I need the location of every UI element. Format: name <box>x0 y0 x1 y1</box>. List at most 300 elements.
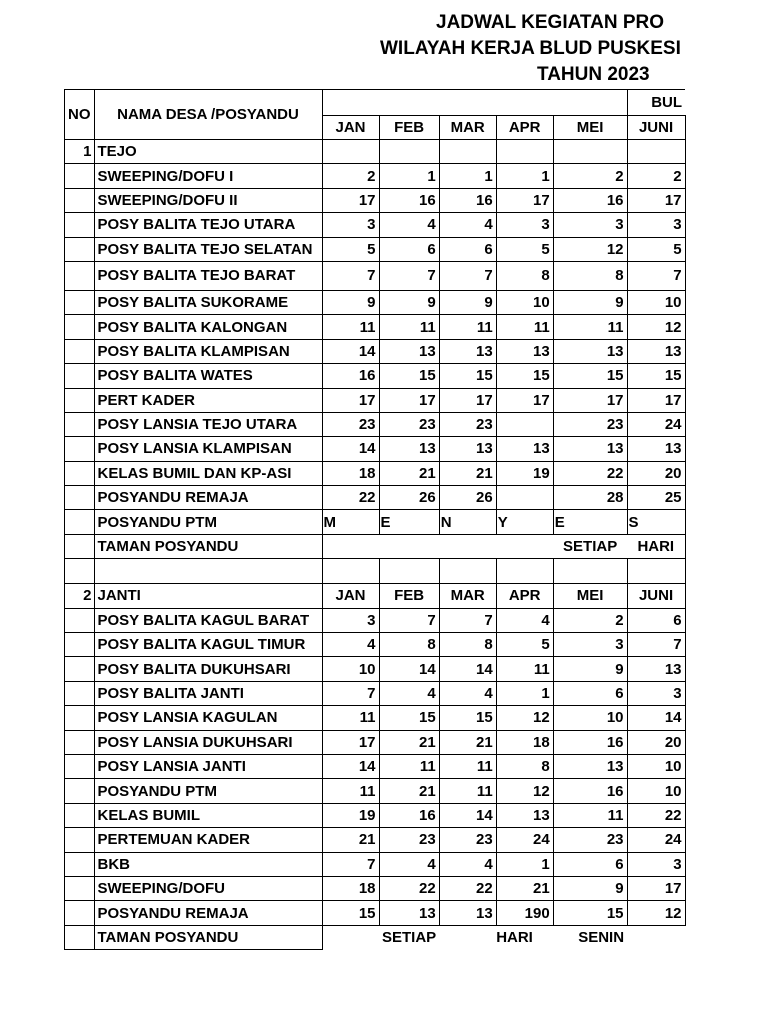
schedule-value: 15 <box>496 364 553 388</box>
no-cell <box>65 754 95 778</box>
schedule-value: 1 <box>439 164 496 188</box>
table-row <box>65 730 686 754</box>
month-header: FEB <box>379 584 439 608</box>
empty-cell <box>322 925 379 949</box>
table-row <box>65 486 686 510</box>
schedule-value: 14 <box>439 657 496 681</box>
schedule-value: 7 <box>627 261 685 290</box>
no-cell <box>65 510 95 534</box>
schedule-value: 7 <box>439 261 496 290</box>
schedule-value: 9 <box>322 290 379 314</box>
no-cell <box>65 779 95 803</box>
schedule-value: 14 <box>379 657 439 681</box>
schedule-value: 6 <box>379 237 439 261</box>
schedule-value: 1 <box>496 681 553 705</box>
schedule-value: 21 <box>379 730 439 754</box>
table-row <box>65 852 686 876</box>
schedule-value: 20 <box>627 461 685 485</box>
table-row <box>65 188 686 212</box>
empty-cell <box>379 140 439 164</box>
posyandu-name: POSY LANSIA KAGULAN <box>94 706 322 730</box>
posyandu-name: POSY BALITA TEJO SELATAN <box>94 237 322 261</box>
no-cell <box>65 608 95 632</box>
empty-cell <box>439 140 496 164</box>
schedule-value: 13 <box>379 437 439 461</box>
schedule-value: 22 <box>379 876 439 900</box>
section-number: 1 <box>65 140 95 164</box>
schedule-value: 16 <box>553 779 627 803</box>
posyandu-name: PERTEMUAN KADER <box>94 828 322 852</box>
schedule-value: 17 <box>322 188 379 212</box>
schedule-value: 8 <box>496 754 553 778</box>
header-month: MEI <box>553 116 627 140</box>
schedule-value: 18 <box>322 876 379 900</box>
schedule-value: 17 <box>439 388 496 412</box>
no-cell <box>65 681 95 705</box>
no-cell <box>65 412 95 436</box>
schedule-value: 10 <box>627 779 685 803</box>
schedule-value: 8 <box>439 633 496 657</box>
schedule-value <box>496 486 553 510</box>
schedule-value: 9 <box>553 657 627 681</box>
schedule-value: 15 <box>439 706 496 730</box>
schedule-value: 11 <box>553 803 627 827</box>
schedule-value: 13 <box>379 339 439 363</box>
posyandu-name: SWEEPING/DOFU II <box>94 188 322 212</box>
schedule-value: 21 <box>496 876 553 900</box>
posyandu-name: TAMAN POSYANDU <box>94 925 322 949</box>
posyandu-name: PERT KADER <box>94 388 322 412</box>
schedule-value: 11 <box>496 315 553 339</box>
posyandu-name: POSY BALITA JANTI <box>94 681 322 705</box>
schedule-value: 4 <box>379 213 439 237</box>
schedule-value: 17 <box>553 388 627 412</box>
note-text: SENIN <box>553 925 627 949</box>
posyandu-name: TAMAN POSYANDU <box>94 534 322 558</box>
empty-cell <box>496 559 553 584</box>
empty-cell <box>379 534 439 558</box>
schedule-value: 13 <box>439 437 496 461</box>
schedule-value: 23 <box>439 828 496 852</box>
schedule-value: 7 <box>322 681 379 705</box>
schedule-value: 7 <box>379 261 439 290</box>
posyandu-name: POSY BALITA TEJO UTARA <box>94 213 322 237</box>
schedule-value: 15 <box>439 364 496 388</box>
posyandu-name: POSY BALITA WATES <box>94 364 322 388</box>
schedule-value: 6 <box>553 852 627 876</box>
schedule-value: 7 <box>322 852 379 876</box>
schedule-value: 24 <box>496 828 553 852</box>
schedule-value: 2 <box>553 608 627 632</box>
schedule-value: 16 <box>322 364 379 388</box>
schedule-value: 15 <box>627 364 685 388</box>
no-cell <box>65 730 95 754</box>
table-row <box>65 681 686 705</box>
schedule-value: 10 <box>553 706 627 730</box>
schedule-value: 22 <box>322 486 379 510</box>
header-no: NO <box>65 90 95 140</box>
note-text: HARI <box>627 534 685 558</box>
schedule-value: 13 <box>496 437 553 461</box>
empty-cell <box>496 140 553 164</box>
schedule-value: 13 <box>553 339 627 363</box>
no-cell <box>65 213 95 237</box>
empty-cell <box>439 534 496 558</box>
posyandu-name: KELAS BUMIL <box>94 803 322 827</box>
table-row <box>65 510 686 534</box>
schedule-value: 28 <box>553 486 627 510</box>
empty-cell <box>322 559 379 584</box>
schedule-value: 5 <box>322 237 379 261</box>
header-month: APR <box>496 116 553 140</box>
posyandu-name: POSY LANSIA JANTI <box>94 754 322 778</box>
schedule-value: 14 <box>627 706 685 730</box>
schedule-value: 3 <box>627 852 685 876</box>
schedule-value: 18 <box>496 730 553 754</box>
table-row <box>65 901 686 925</box>
no-cell <box>65 633 95 657</box>
schedule-value: 13 <box>496 803 553 827</box>
schedule-value: 17 <box>627 188 685 212</box>
header-bulan: BUL <box>627 90 685 116</box>
schedule-value: 17 <box>322 730 379 754</box>
section-header-row <box>65 140 686 164</box>
schedule-value: 14 <box>322 437 379 461</box>
schedule-letter: N <box>439 510 496 534</box>
month-header: APR <box>496 584 553 608</box>
schedule-value: 15 <box>553 364 627 388</box>
posyandu-name: POSY BALITA TEJO BARAT <box>94 261 322 290</box>
note-text: SETIAP <box>379 925 439 949</box>
note-text: SETIAP <box>553 534 627 558</box>
schedule-value: 12 <box>627 315 685 339</box>
schedule-value: 3 <box>496 213 553 237</box>
schedule-value: 17 <box>379 388 439 412</box>
schedule-value: 20 <box>627 730 685 754</box>
schedule-value: 12 <box>496 706 553 730</box>
table-row <box>65 754 686 778</box>
month-header: JAN <box>322 584 379 608</box>
posyandu-name: POSY LANSIA DUKUHSARI <box>94 730 322 754</box>
schedule-value: 13 <box>627 339 685 363</box>
schedule-value: 7 <box>439 608 496 632</box>
schedule-value: 16 <box>553 188 627 212</box>
schedule-value: 24 <box>627 828 685 852</box>
no-cell <box>65 461 95 485</box>
title-line-3: TAHUN 2023 <box>537 64 650 85</box>
schedule-value: 19 <box>322 803 379 827</box>
schedule-value: 10 <box>627 290 685 314</box>
schedule-value: 26 <box>439 486 496 510</box>
posyandu-name: POSY BALITA SUKORAME <box>94 290 322 314</box>
posyandu-name: SWEEPING/DOFU I <box>94 164 322 188</box>
schedule-value: 13 <box>439 339 496 363</box>
schedule-value: 10 <box>627 754 685 778</box>
schedule-value: 4 <box>439 681 496 705</box>
schedule-value: 4 <box>439 213 496 237</box>
table-row <box>65 876 686 900</box>
section-header-row <box>65 584 686 608</box>
schedule-value: 190 <box>496 901 553 925</box>
schedule-value: 3 <box>627 681 685 705</box>
schedule-value: 21 <box>379 779 439 803</box>
schedule-value: 8 <box>379 633 439 657</box>
empty-cell <box>379 559 439 584</box>
schedule-value: 16 <box>379 803 439 827</box>
schedule-value: 4 <box>496 608 553 632</box>
schedule-value: 1 <box>379 164 439 188</box>
no-cell <box>65 901 95 925</box>
schedule-value: 11 <box>439 315 496 339</box>
posyandu-name: POSY LANSIA TEJO UTARA <box>94 412 322 436</box>
empty-cell <box>322 140 379 164</box>
no-cell <box>65 925 95 949</box>
schedule-value: 23 <box>439 412 496 436</box>
posyandu-name: POSY BALITA KAGUL TIMUR <box>94 633 322 657</box>
no-cell <box>65 706 95 730</box>
schedule-value <box>496 412 553 436</box>
table-row <box>65 388 686 412</box>
schedule-value: 8 <box>496 261 553 290</box>
schedule-value: 11 <box>379 315 439 339</box>
schedule-letter: M <box>322 510 379 534</box>
schedule-value: 7 <box>379 608 439 632</box>
schedule-value: 13 <box>379 901 439 925</box>
table-row <box>65 315 686 339</box>
table-row <box>65 412 686 436</box>
schedule-value: 4 <box>379 681 439 705</box>
schedule-value: 23 <box>379 828 439 852</box>
schedule-value: 17 <box>627 388 685 412</box>
schedule-value: 14 <box>439 803 496 827</box>
table-row <box>65 237 686 261</box>
month-header: MEI <box>553 584 627 608</box>
header-name: NAMA DESA /POSYANDU <box>94 90 322 140</box>
schedule-value: 11 <box>322 779 379 803</box>
title-line-1: JADWAL KEGIATAN PRO <box>436 12 665 33</box>
schedule-value: 16 <box>553 730 627 754</box>
no-cell <box>65 188 95 212</box>
table-row <box>65 608 686 632</box>
schedule-letter: E <box>379 510 439 534</box>
table-row <box>65 261 686 290</box>
month-header: JUNI <box>627 584 685 608</box>
empty-cell <box>496 534 553 558</box>
schedule-value: 4 <box>379 852 439 876</box>
schedule-value: 11 <box>439 779 496 803</box>
empty-cell <box>94 559 322 584</box>
no-cell <box>65 828 95 852</box>
posyandu-name: POSYANDU PTM <box>94 510 322 534</box>
table-row <box>65 461 686 485</box>
schedule-value: 17 <box>496 188 553 212</box>
no-cell <box>65 315 95 339</box>
schedule-value: 21 <box>439 461 496 485</box>
table-row <box>65 213 686 237</box>
schedule-value: 3 <box>322 608 379 632</box>
empty-cell <box>627 925 685 949</box>
no-cell <box>65 290 95 314</box>
table-row <box>65 633 686 657</box>
empty-cell <box>627 140 685 164</box>
section-name: JANTI <box>94 584 322 608</box>
schedule-value: 10 <box>322 657 379 681</box>
schedule-value: 5 <box>496 633 553 657</box>
note-text: HARI <box>496 925 553 949</box>
schedule-value: 22 <box>439 876 496 900</box>
schedule-value: 15 <box>379 706 439 730</box>
schedule-value: 23 <box>322 412 379 436</box>
schedule-value: 23 <box>553 828 627 852</box>
schedule-value: 13 <box>496 339 553 363</box>
table-row <box>65 925 686 949</box>
table-row <box>65 339 686 363</box>
schedule-value: 7 <box>322 261 379 290</box>
schedule-value: 3 <box>553 213 627 237</box>
schedule-value: 22 <box>553 461 627 485</box>
empty-cell <box>439 559 496 584</box>
header-spacer <box>322 90 627 116</box>
schedule-table <box>64 89 686 950</box>
no-cell <box>65 237 95 261</box>
schedule-value: 19 <box>496 461 553 485</box>
schedule-value: 4 <box>322 633 379 657</box>
schedule-value: 15 <box>379 364 439 388</box>
schedule-value: 11 <box>379 754 439 778</box>
empty-cell <box>553 559 627 584</box>
schedule-value: 7 <box>627 633 685 657</box>
schedule-letter: E <box>553 510 627 534</box>
table-row <box>65 706 686 730</box>
schedule-value: 13 <box>553 437 627 461</box>
table-row <box>65 290 686 314</box>
schedule-value: 3 <box>322 213 379 237</box>
no-cell <box>65 876 95 900</box>
schedule-value: 1 <box>496 164 553 188</box>
header-month: JUNI <box>627 116 685 140</box>
header-row-top <box>65 90 686 116</box>
table-row <box>65 828 686 852</box>
posyandu-name: KELAS BUMIL DAN KP-ASI <box>94 461 322 485</box>
schedule-value: 9 <box>379 290 439 314</box>
no-cell <box>65 486 95 510</box>
table-row <box>65 803 686 827</box>
schedule-value: 15 <box>322 901 379 925</box>
schedule-value: 18 <box>322 461 379 485</box>
schedule-value: 9 <box>553 290 627 314</box>
schedule-value: 4 <box>439 852 496 876</box>
empty-cell <box>322 534 379 558</box>
schedule-value: 14 <box>322 754 379 778</box>
schedule-value: 3 <box>553 633 627 657</box>
schedule-value: 13 <box>627 657 685 681</box>
schedule-value: 25 <box>627 486 685 510</box>
schedule-value: 9 <box>439 290 496 314</box>
no-cell <box>65 388 95 412</box>
empty-cell <box>439 925 496 949</box>
schedule-letter: S <box>627 510 685 534</box>
posyandu-name: POSY BALITA KAGUL BARAT <box>94 608 322 632</box>
schedule-value: 23 <box>553 412 627 436</box>
schedule-value: 8 <box>553 261 627 290</box>
schedule-value: 26 <box>379 486 439 510</box>
table-row <box>65 657 686 681</box>
schedule-value: 6 <box>627 608 685 632</box>
table-row <box>65 164 686 188</box>
header-month: JAN <box>322 116 379 140</box>
table-row <box>65 779 686 803</box>
schedule-value: 16 <box>379 188 439 212</box>
header-month: FEB <box>379 116 439 140</box>
schedule-value: 16 <box>439 188 496 212</box>
empty-cell <box>553 140 627 164</box>
title-line-2: WILAYAH KERJA BLUD PUSKESI <box>380 38 681 59</box>
schedule-letter: Y <box>496 510 553 534</box>
empty-cell <box>65 559 95 584</box>
schedule-value: 15 <box>553 901 627 925</box>
posyandu-name: POSY BALITA KALONGAN <box>94 315 322 339</box>
schedule-value: 12 <box>627 901 685 925</box>
schedule-value: 13 <box>553 754 627 778</box>
no-cell <box>65 852 95 876</box>
schedule-value: 24 <box>627 412 685 436</box>
schedule-value: 5 <box>496 237 553 261</box>
posyandu-name: POSY BALITA DUKUHSARI <box>94 657 322 681</box>
table-row <box>65 437 686 461</box>
schedule-value: 21 <box>322 828 379 852</box>
schedule-value: 6 <box>553 681 627 705</box>
schedule-value: 5 <box>627 237 685 261</box>
schedule-value: 17 <box>322 388 379 412</box>
schedule-value: 11 <box>439 754 496 778</box>
no-cell <box>65 261 95 290</box>
schedule-value: 2 <box>322 164 379 188</box>
schedule-value: 13 <box>627 437 685 461</box>
table-row <box>65 534 686 558</box>
posyandu-name: POSYANDU PTM <box>94 779 322 803</box>
posyandu-name: BKB <box>94 852 322 876</box>
no-cell <box>65 339 95 363</box>
schedule-value: 14 <box>322 339 379 363</box>
schedule-value: 6 <box>439 237 496 261</box>
schedule-value: 23 <box>379 412 439 436</box>
no-cell <box>65 437 95 461</box>
schedule-value: 11 <box>496 657 553 681</box>
schedule-value: 11 <box>553 315 627 339</box>
schedule-value: 11 <box>322 706 379 730</box>
spacer-row <box>65 559 686 584</box>
schedule-value: 21 <box>379 461 439 485</box>
posyandu-name: SWEEPING/DOFU <box>94 876 322 900</box>
schedule-value: 13 <box>439 901 496 925</box>
no-cell <box>65 364 95 388</box>
schedule-value: 3 <box>627 213 685 237</box>
schedule-value: 2 <box>553 164 627 188</box>
month-header: MAR <box>439 584 496 608</box>
schedule-value: 21 <box>439 730 496 754</box>
posyandu-name: POSY BALITA KLAMPISAN <box>94 339 322 363</box>
no-cell <box>65 534 95 558</box>
schedule-value: 12 <box>553 237 627 261</box>
table-row <box>65 364 686 388</box>
schedule-value: 17 <box>496 388 553 412</box>
schedule-value: 11 <box>322 315 379 339</box>
schedule-value: 2 <box>627 164 685 188</box>
posyandu-name: POSYANDU REMAJA <box>94 901 322 925</box>
section-name: TEJO <box>94 140 322 164</box>
schedule-value: 9 <box>553 876 627 900</box>
no-cell <box>65 657 95 681</box>
